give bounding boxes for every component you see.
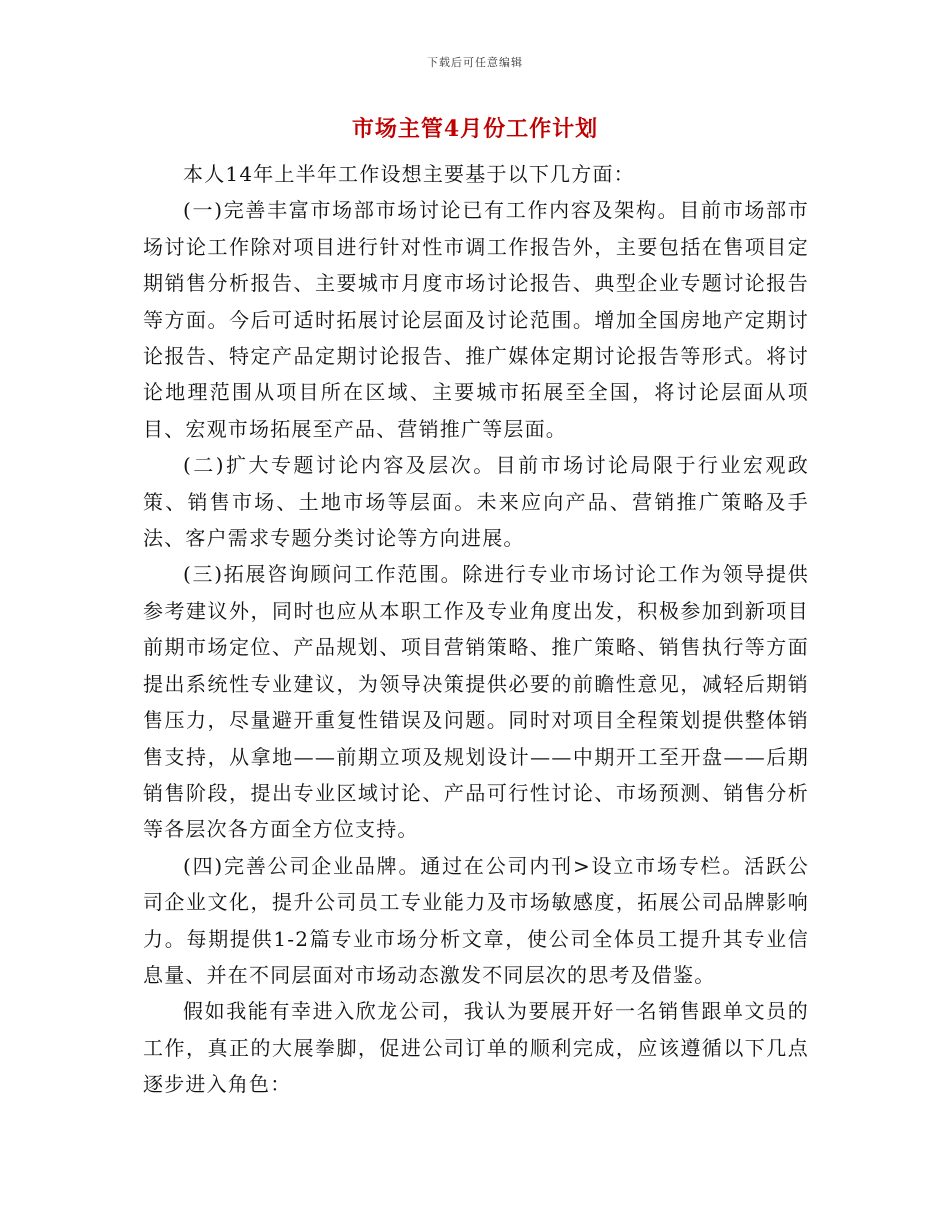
paragraph-item-3: (三)拓展咨询顾问工作范围。除进行专业市场讨论工作为领导提供参考建议外，同时也应从本职工作及专业角度出发，积极参加到新项目前期市场定位、产品规划、项目营销策略、推广策略、销售执行等方面提出系统性专业建议，为领导决策提供必要的前瞻性意见，减轻后期销售压力，尽量避开重复性错误及问题。同时对项目全程策划提供整体销售支持，从拿地——前期立项及规划设计——中期开工至开盘——后期销售阶段，提出专业区域讨论、产品可行性讨论、市场预测、销售分析等各层次各方面全方位支持。 (143, 562, 809, 842)
document-body (143, 156, 809, 1103)
paragraph-intro: 本人14年上半年工作设想主要基于以下几方面： (183, 162, 635, 186)
paragraph-item-1: (一)完善丰富市场部市场讨论已有工作内容及架构。目前市场部市场讨论工作除对项目进行针对性市调工作报告外，主要包括在售项目定期销售分析报告、主要城市月度市场讨论报告、典型企业专题讨论报告等方面。今后可适时拓展讨论层面及讨论范围。增加全国房地产定期讨论报告、特定产品定期讨论报告、推广媒体定期讨论报告等形式。将讨论地理范围从项目所在区域、主要城市拓展至全国，将讨论层面从项目、宏观市场拓展至产品、营销推广等层面。 (143, 198, 809, 441)
header-note: 下载后可任意编辑 (427, 56, 523, 69)
document-title: 市场主管4月份工作计划 (351, 116, 599, 142)
paragraph-closing: 假如我能有幸进入欣龙公司，我认为要展开好一名销售跟单文员的工作，真正的大展拳脚，促进公司订单的顺利完成，应该遵循以下几点逐步进入角色： (143, 999, 809, 1097)
paragraph-item-2: (二)扩大专题讨论内容及层次。目前市场讨论局限于行业宏观政策、销售市场、土地市场等层面。未来应向产品、营销推广策略及手法、客户需求专题分类讨论等方向进展。 (143, 453, 809, 551)
paragraph-item-4: (四)完善公司企业品牌。通过在公司内刊>设立市场专栏。活跃公司企业文化，提升公司员工专业能力及市场敏感度，拓展公司品牌影响力。每期提供1-2篇专业市场分析文章，使公司全体员工提升其专业信息量、并在不同层面对市场动态激发不同层次的思考及借鉴。 (143, 853, 809, 987)
